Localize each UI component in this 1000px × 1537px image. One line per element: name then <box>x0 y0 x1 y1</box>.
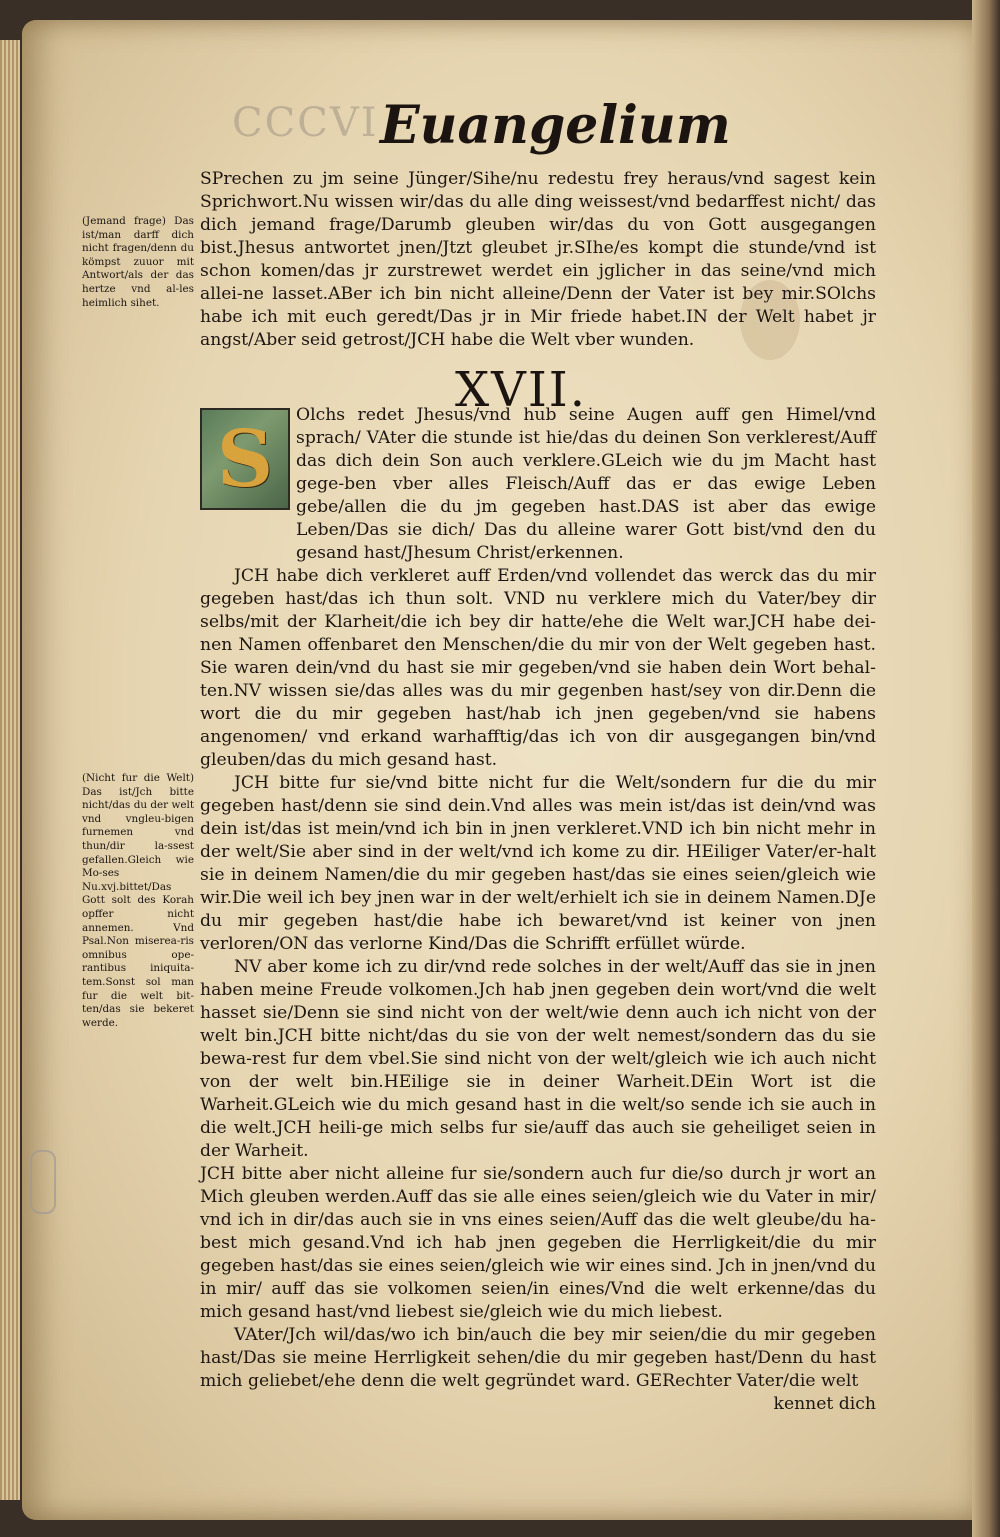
catchword: kennet dich <box>773 1394 876 1414</box>
chapter-paragraph-4: NV aber kome ich zu dir/vnd rede solches in der welt/Auff das sie in jnen haben meine Freude volkomen.Jch hab jnen gegeben dein wort/vnd die welt hasset sie/Denn sie sind nicht von der welt/wie denn auch ich nicht von der welt bin.JCH bitte nicht/das du sie von der welt nemest/sondern das du sie bewa-rest fur dem vbel.Sie sind nicht von der welt/gleich wie ich auch nicht von der welt bin.HEilige sie in deiner Warheit.DEin Wort ist die Warheit.GLeich wie du mich gesand hast in die welt/so sende ich sie auch in die welt.JCH heili-ge mich selbs fur sie/auff das auch sie geheiliget seien in der Warheit. <box>200 957 876 1161</box>
chapter-paragraph-2: JCH habe dich verkleret auff Erden/vnd vollendet das werck das du mir gegeben hast/das ich thun solt. VND nu verklere mich du Vater/bey dir selbs/mit der Klarheit/die ich bey dir hatte/ehe die Welt war.JCH habe dei-nen Namen offenbaret den Menschen/die du mir von der Welt gegeben hast. Sie waren dein/vnd du hast sie mir gegeben/vnd sie haben dein Wort behal-ten.NV wissen sie/das alles was du mir gegenben hast/sey von dir.Denn die wort die du mir gegeben hast/hab ich jnen gegeben/vnd sie habens angenomen/ vnd erkand warhafftig/das ich von dir ausgegangen bin/vnd gleuben/das du mich gesand hast. <box>200 566 876 770</box>
margin-gloss-2: (Nicht fur die Welt) Das ist/Jch bitte nicht/das du der welt vnd vngleu-bigen furnemen vnd thun/dir la-ssest gefallen.Gleich wie Mo-ses Nu.xvj.bittet/Das Gott solt des Korah opffer nicht annemen. Vnd Psal.Non miserea-ris omnibus ope-rantibus iniquita-tem.Sonst sol man fur die welt bit-ten/das sie bekeret werde. <box>82 772 194 1029</box>
chapter-paragraph-5: JCH bitte aber nicht alleine fur sie/sondern auch fur die/so durch jr wort an Mich gleuben werden.Auff das sie alle eines seien/gleich wie du Vater in mir/ vnd ich in dir/das auch sie in vns eines seien/Auff das die welt gleube/du ha-best mich gesand.Vnd ich hab jnen gegeben die Herrligkeit/die du mir gegeben hast/das sie eines seien/gleich wie wir eines sind. Jch in jnen/vnd du in mir/ auff das sie volkomen seien/in eines/Vnd die welt erkenne/das du mich gesand hast/vnd liebest sie/gleich wie du mich liebest. <box>200 1164 876 1322</box>
chapter-text-block <box>200 404 876 1416</box>
page-heading: Euangelium <box>380 95 731 156</box>
decorated-initial: S <box>200 408 290 510</box>
page-edge-right <box>972 0 1000 1537</box>
top-text-block <box>200 168 876 352</box>
paper-clip <box>30 1150 56 1214</box>
top-paragraph: SPrechen zu jm seine Jünger/Sihe/nu redestu frey heraus/vnd sagest kein Sprichwort.Nu wissen wir/das du alle ding weissest/vnd bedarffest nicht/ das dich jemand frage/Darumb gleuben wir/das du von Gott ausgegangen bist.Jhesus antwortet jnen/Jtzt gleubet jr.SIhe/es kompt die stunde/vnd ist schon komen/das jr zurstrewet werdet ein jglicher in das seine/vnd mich allei-ne lasset.ABer ich bin nicht alleine/Denn der Vater ist bey mir.SOlchs habe ich mit euch geredt/Das jr in Mir friede habet.IN der Welt habet jr angst/Aber seid getrost/JCH habe die Welt vber wunden. <box>200 169 876 350</box>
margin-gloss-1: (Jemand frage) Das ist/man darff dich nicht fragen/denn du kömpst zuuor mit Antwort/als der das hertze vnd al-les heimlich sihet. <box>82 215 194 309</box>
folio-number: CCCVI <box>232 100 379 146</box>
chapter-paragraph-6: VAter/Jch wil/das/wo ich bin/auch die bey mir seien/die du mir gegeben hast/Das sie meine Herrligkeit sehen/die du mir gegeben hast/Denn du hast mich geliebet/ehe denn die welt gegründet ward. GERechter Vater/die welt <box>200 1325 876 1391</box>
chapter-number: XVII. <box>455 362 588 418</box>
chapter-paragraph-1: Olchs redet Jhesus/vnd hub seine Augen auff gen Himel/vnd sprach/ VAter die stunde ist hie/das du deinen Son verklerest/Auff das dich dein Son auch verklere.GLeich wie du jm Macht hast gege-ben vber alles Fleisch/Auff das er das ewige Leben gebe/allen die du jm gegeben hast.DAS ist aber das ewige Leben/Das sie dich/ Das du alleine warer Gott bist/vnd den du gesand hast/Jhesum Christ/erkennen. <box>296 405 876 563</box>
chapter-paragraph-3: JCH bitte fur sie/vnd bitte nicht fur die Welt/sondern fur die du mir gegeben hast/denn sie sind dein.Vnd alles was mein ist/das ist dein/vnd was dein ist/das ist mein/vnd ich bin in jnen verkleret.VND ich bin nicht mehr in der welt/Sie aber sind in der welt/vnd ich kome zu dir. HEiliger Vater/er-halt sie in deinem Namen/die du mir gegeben hast/das sie eines seien/gleich wie wir.Die weil ich bey jnen war in der welt/erhielt ich sie in deinem Namen.DJe du mir gegeben hast/die habe ich bewaret/vnd ist keiner von jnen verloren/ON das verlorne Kind/Das die Schrifft erfüllet würde. <box>200 773 876 954</box>
page-edge-left <box>0 40 20 1500</box>
